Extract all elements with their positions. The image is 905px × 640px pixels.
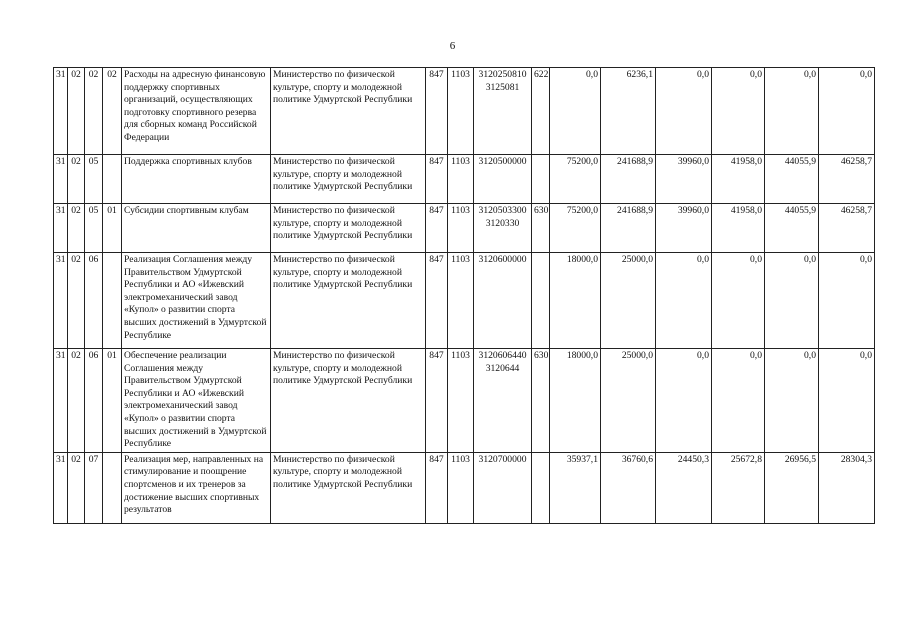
cell-om: 05 bbox=[85, 155, 103, 204]
cell-rzpr: 1103 bbox=[448, 349, 474, 453]
cell-grbs-code: 847 bbox=[426, 155, 448, 204]
cell-value-3: 0,0 bbox=[656, 68, 712, 155]
cell-vr bbox=[532, 253, 550, 349]
cell-name: Обеспечение реализации Соглашения между Правительством Удмуртской Республики и АО «Ижевский электромеханический завод «Купол» о развитии спорта высших достижений в Удмуртской Республике bbox=[122, 349, 271, 453]
cell-value-5: 26956,5 bbox=[765, 452, 819, 523]
cell-grbs-code: 847 bbox=[426, 452, 448, 523]
cell-pp: 02 bbox=[68, 349, 85, 453]
cell-value-4: 41958,0 bbox=[712, 204, 765, 253]
cell-grbs: Министерство по физической культуре, спорту и молодежной политике Удмуртской Республики bbox=[271, 68, 426, 155]
cell-value-4: 0,0 bbox=[712, 349, 765, 453]
cell-gp: 31 bbox=[54, 349, 68, 453]
cell-value-6: 0,0 bbox=[819, 68, 875, 155]
table-row bbox=[54, 452, 875, 523]
cell-value-6: 0,0 bbox=[819, 349, 875, 453]
cell-rzpr: 1103 bbox=[448, 452, 474, 523]
cell-rzpr: 1103 bbox=[448, 204, 474, 253]
cell-value-5: 0,0 bbox=[765, 68, 819, 155]
cell-name: Субсидии спортивным клубам bbox=[122, 204, 271, 253]
cell-vr: 622 bbox=[532, 68, 550, 155]
cell-value-3: 39960,0 bbox=[656, 155, 712, 204]
cell-m bbox=[103, 155, 122, 204]
cell-vr bbox=[532, 155, 550, 204]
page-number: 6 bbox=[449, 40, 456, 52]
cell-value-2: 25000,0 bbox=[601, 349, 656, 453]
cell-csr: 3120700000 bbox=[474, 452, 532, 523]
cell-gp: 31 bbox=[54, 155, 68, 204]
cell-m: 01 bbox=[103, 204, 122, 253]
cell-value-4: 0,0 bbox=[712, 68, 765, 155]
cell-csr: 3120500000 bbox=[474, 155, 532, 204]
cell-name: Расходы на адресную финансовую поддержку спортивных организаций, осуществляющих подготовку спортивного резерва для сборных команд Российской Федерации bbox=[122, 68, 271, 155]
cell-gp: 31 bbox=[54, 452, 68, 523]
cell-gp: 31 bbox=[54, 68, 68, 155]
cell-rzpr: 1103 bbox=[448, 68, 474, 155]
cell-value-6: 46258,7 bbox=[819, 155, 875, 204]
cell-vr bbox=[532, 452, 550, 523]
cell-value-3: 24450,3 bbox=[656, 452, 712, 523]
cell-rzpr: 1103 bbox=[448, 155, 474, 204]
cell-grbs: Министерство по физической культуре, спорту и молодежной политике Удмуртской Республики bbox=[271, 452, 426, 523]
cell-value-2: 241688,9 bbox=[601, 204, 656, 253]
cell-om: 06 bbox=[85, 253, 103, 349]
cell-gp: 31 bbox=[54, 253, 68, 349]
cell-om: 06 bbox=[85, 349, 103, 453]
cell-pp: 02 bbox=[68, 155, 85, 204]
table-row bbox=[54, 204, 875, 253]
cell-om: 05 bbox=[85, 204, 103, 253]
cell-grbs: Министерство по физической культуре, спорту и молодежной политике Удмуртской Республики bbox=[271, 349, 426, 453]
cell-om: 02 bbox=[85, 68, 103, 155]
cell-csr: 3120250810 3125081 bbox=[474, 68, 532, 155]
cell-grbs-code: 847 bbox=[426, 204, 448, 253]
cell-value-2: 36760,6 bbox=[601, 452, 656, 523]
cell-value-1: 35937,1 bbox=[550, 452, 601, 523]
cell-m: 02 bbox=[103, 68, 122, 155]
cell-value-3: 0,0 bbox=[656, 253, 712, 349]
cell-value-6: 46258,7 bbox=[819, 204, 875, 253]
cell-value-4: 25672,8 bbox=[712, 452, 765, 523]
cell-name: Поддержка спортивных клубов bbox=[122, 155, 271, 204]
cell-value-1: 75200,0 bbox=[550, 155, 601, 204]
cell-grbs-code: 847 bbox=[426, 253, 448, 349]
cell-pp: 02 bbox=[68, 253, 85, 349]
cell-value-4: 0,0 bbox=[712, 253, 765, 349]
cell-vr: 630 bbox=[532, 204, 550, 253]
cell-value-2: 241688,9 bbox=[601, 155, 656, 204]
table-row bbox=[54, 349, 875, 453]
table-row bbox=[54, 253, 875, 349]
table-row bbox=[54, 155, 875, 204]
cell-value-5: 0,0 bbox=[765, 349, 819, 453]
cell-grbs: Министерство по физической культуре, спорту и молодежной политике Удмуртской Республики bbox=[271, 204, 426, 253]
cell-value-2: 6236,1 bbox=[601, 68, 656, 155]
cell-csr: 3120503300 3120330 bbox=[474, 204, 532, 253]
cell-m bbox=[103, 253, 122, 349]
table-row bbox=[54, 68, 875, 155]
cell-grbs: Министерство по физической культуре, спорту и молодежной политике Удмуртской Республики bbox=[271, 253, 426, 349]
cell-value-1: 0,0 bbox=[550, 68, 601, 155]
cell-vr: 630 bbox=[532, 349, 550, 453]
cell-rzpr: 1103 bbox=[448, 253, 474, 349]
cell-grbs: Министерство по физической культуре, спорту и молодежной политике Удмуртской Республики bbox=[271, 155, 426, 204]
cell-grbs-code: 847 bbox=[426, 349, 448, 453]
cell-value-3: 0,0 bbox=[656, 349, 712, 453]
cell-name: Реализация мер, направленных на стимулирование и поощрение спортсменов и их тренеров за достижение высших спортивных результатов bbox=[122, 452, 271, 523]
cell-value-1: 18000,0 bbox=[550, 349, 601, 453]
cell-m: 01 bbox=[103, 349, 122, 453]
cell-m bbox=[103, 452, 122, 523]
cell-csr: 3120600000 bbox=[474, 253, 532, 349]
cell-pp: 02 bbox=[68, 68, 85, 155]
cell-grbs-code: 847 bbox=[426, 68, 448, 155]
cell-pp: 02 bbox=[68, 452, 85, 523]
cell-pp: 02 bbox=[68, 204, 85, 253]
cell-value-2: 25000,0 bbox=[601, 253, 656, 349]
cell-value-1: 75200,0 bbox=[550, 204, 601, 253]
cell-value-1: 18000,0 bbox=[550, 253, 601, 349]
table-body bbox=[54, 68, 875, 524]
cell-om: 07 bbox=[85, 452, 103, 523]
cell-value-6: 28304,3 bbox=[819, 452, 875, 523]
cell-value-5: 44055,9 bbox=[765, 155, 819, 204]
cell-value-5: 44055,9 bbox=[765, 204, 819, 253]
budget-table bbox=[53, 67, 875, 524]
cell-value-5: 0,0 bbox=[765, 253, 819, 349]
cell-value-4: 41958,0 bbox=[712, 155, 765, 204]
cell-csr: 3120606440 3120644 bbox=[474, 349, 532, 453]
cell-name: Реализация Соглашения между Правительством Удмуртской Республики и АО «Ижевский электромеханический завод «Купол» о развитии спорта высших достижений в Удмуртской Республике bbox=[122, 253, 271, 349]
cell-gp: 31 bbox=[54, 204, 68, 253]
cell-value-6: 0,0 bbox=[819, 253, 875, 349]
cell-value-3: 39960,0 bbox=[656, 204, 712, 253]
